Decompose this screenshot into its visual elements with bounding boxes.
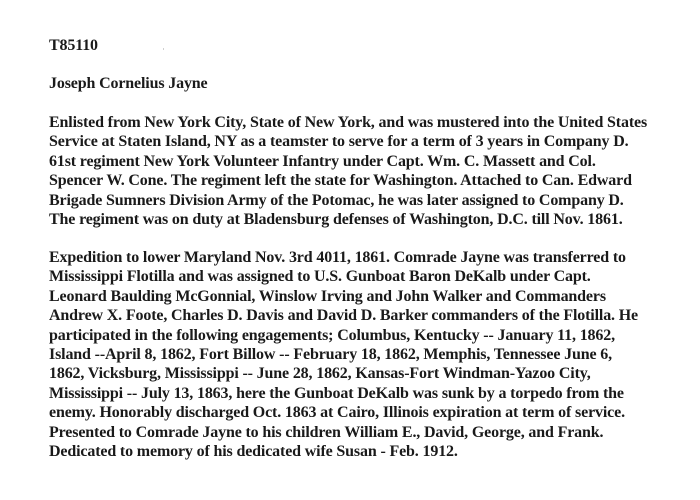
text-line: Leonard Baulding McGonnial, Winslow Irving and John Walker and Commanders: [49, 287, 606, 305]
text-line: enemy. Honorably discharged Oct. 1863 at Cairo, Illinois expiration at term of service.: [49, 404, 625, 422]
document-name: Joseph Cornelius Jayne: [49, 75, 208, 92]
text-line: Andrew X. Foote, Charles D. Davis and David D. Barker commanders of the Flotilla. He: [49, 307, 638, 325]
text-line: Island --April 8, 1862, Fort Billow -- February 18, 1862, Memphis, Tennessee June 6,: [49, 346, 612, 364]
text-line: Spencer W. Cone. The regiment left the state for Washington. Attached to Can. Edward: [49, 172, 632, 190]
text-line: Presented to Comrade Jayne to his children William E., David, George, and Frank.: [49, 424, 604, 441]
paragraph-dedication: [49, 423, 603, 462]
text-line: 1862, Vicksburg, Mississippi -- June 28, 1862, Kansas-Fort Windman-Yazoo City,: [49, 365, 591, 383]
text-line: Service at Staten Island, NY as a teamster to serve for a term of 3 years in Company D.: [49, 133, 629, 151]
text-line: The regiment was on duty at Bladensburg defenses of Washington, D.C. till Nov. 1861.: [49, 211, 623, 229]
text-line: Mississippi -- July 13, 1863, here the Gunboat DeKalb was sunk by a torpedo from the: [49, 384, 624, 402]
scan-speck: [163, 48, 164, 50]
document-id: T85110: [49, 37, 98, 54]
paragraph-enlistment: [49, 113, 647, 229]
text-line: Dedicated to memory of his dedicated wife Susan - Feb. 1912.: [49, 443, 458, 461]
text-line: Enlisted from New York City, State of New York, and was mustered into the United States: [49, 114, 648, 131]
text-line: 61st regiment New York Volunteer Infantry under Capt. Wm. C. Massett and Col.: [49, 152, 596, 170]
text-line: Brigade Sumners Division Army of the Potomac, he was later assigned to Company D.: [49, 191, 624, 209]
paragraph-service: [49, 248, 638, 423]
text-line: Expedition to lower Maryland Nov. 3rd 4011, 1861. Comrade Jayne was transferred to: [49, 249, 626, 266]
text-line: Mississippi Flotilla and was assigned to U.S. Gunboat Baron DeKalb under Capt.: [49, 268, 591, 286]
text-line: participated in the following engagements; Columbus, Kentucky -- January 11, 1862,: [49, 326, 615, 344]
